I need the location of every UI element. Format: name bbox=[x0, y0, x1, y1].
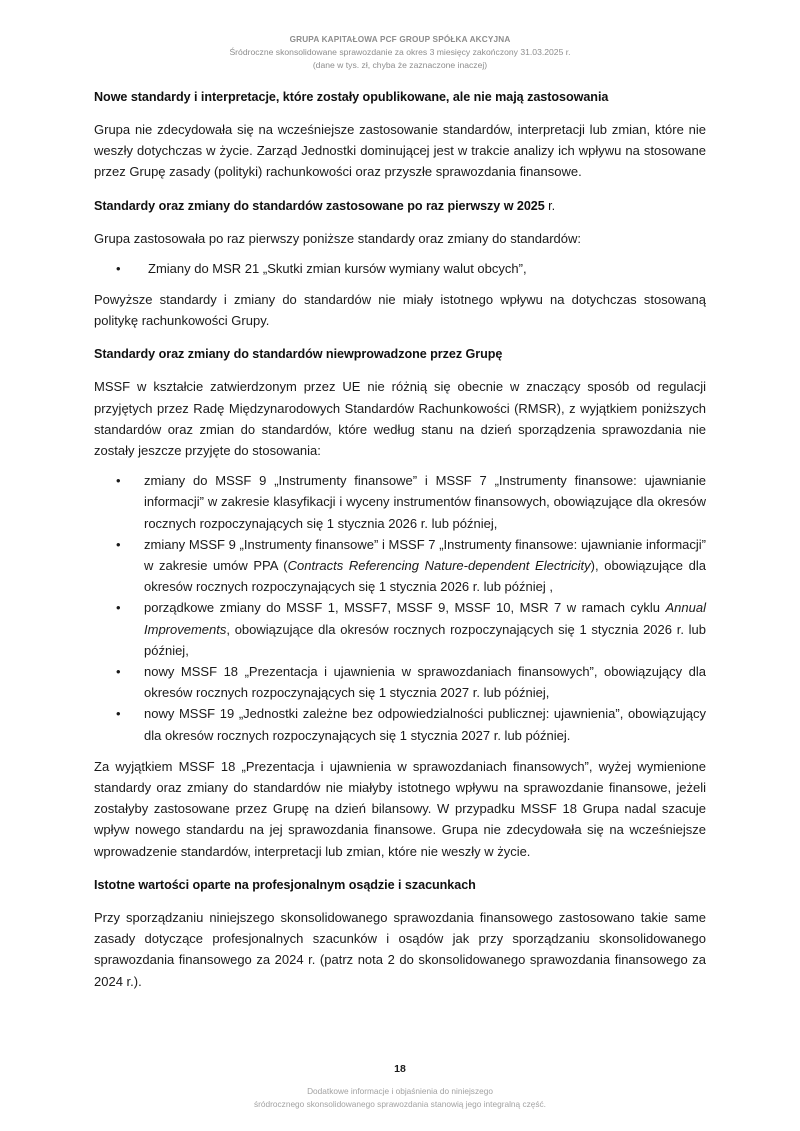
spacer bbox=[94, 215, 706, 228]
header-report-period: Śródroczne skonsolidowane sprawozdanie za okres 3 miesięcy zakończony 31.03.2025 r. bbox=[229, 47, 571, 57]
spacer bbox=[94, 461, 706, 470]
paragraph-standards-not-adopted-intro: MSSF w kształcie zatwierdzonym przez UE nie różnią się obecnie w znaczący sposób od regulacji przyjętych przez Radę Międzynarodowych Standardów Rachunkowości (RMSR), z wyjątkiem poniższych standardów oraz zmian do standardów, które według stanu na dzień sporządzenia sprawozdania nie zostały jeszcze przyjęte do stosowania: bbox=[94, 379, 706, 459]
paragraph-standards-not-adopted-closing: Za wyjątkiem MSSF 18 „Prezentacja i ujawnienia w sprawozdaniach finansowych”, wyżej wymienione standardy oraz zmiany do standardów nie miałyby istotnego wpływu na sprawozdanie finansowe, jeżeli zostałyby zastosowane przez Grupę na dzień bilansowy. W przypadku MSSF 18 Grupa nadal szacuje wpływ nowego standardu na jej sprawozdania finansowe. Grupa nie zdecydowała się na wcześniejsze wprowadzenie standardów, interpretacji lub zmian, które nie weszły w życie. bbox=[94, 758, 706, 859]
spacer bbox=[94, 746, 706, 756]
list-item-text-italic: Annual Improvements bbox=[144, 600, 706, 637]
heading-standards-not-adopted: Standardy oraz zmiany do standardów niewprowadzone przez Grupę bbox=[94, 347, 503, 362]
list-item-text: Zmiany do MSR 21 „Skutki zmian kursów wymiany walut obcych”, bbox=[148, 260, 527, 276]
list-item-text-italic: Contracts Referencing Nature-dependent Electricity bbox=[287, 558, 591, 574]
list-item bbox=[94, 534, 706, 598]
paragraph-standards-applied-closing: Powyższe standardy i zmiany do standardów nie miały istotnego wpływu na dotychczas stosowaną politykę rachunkowości Grupy. bbox=[94, 292, 706, 329]
heading-new-standards-published: Nowe standardy i interpretacje, które zostały opublikowane, ale nie mają zastosowania bbox=[94, 90, 609, 104]
spacer bbox=[94, 862, 706, 876]
paragraph-new-standards-published: Grupa nie zdecydowała się na wcześniejsze zastosowanie standardów, interpretacji lub zmian, które nie weszły dotychczas w życie. Zarząd Jednostki dominującej jest w trakcie analizy ich wpływu na stosowane przez Grupę zasady (polityki) rachunkowości oraz przyszłe sprawozdania finansowe. bbox=[94, 122, 706, 180]
spacer bbox=[94, 183, 706, 197]
spacer bbox=[94, 106, 706, 119]
list-standards-applied-2025 bbox=[94, 258, 706, 279]
list-item-text-after: ), obowiązujące dla okresów rocznych rozpoczynających się 1 stycznia 2026 r. lub później , bbox=[144, 558, 706, 595]
list-item-text-before: porządkowe zmiany do MSSF 1, MSSF7, MSSF 9, MSSF 10, MSR 7 w ramach cyklu bbox=[144, 600, 666, 616]
spacer bbox=[94, 249, 706, 258]
list-item-text-before: zmiany MSSF 9 „Instrumenty finansowe” i MSSF 7 „Instrumenty finansowe: ujawnianie informacji” w zakresie umów PPA ( bbox=[144, 536, 706, 574]
list-item-text-before: zmiany do MSSF 9 „Instrumenty finansowe” i MSSF 7 „Instrumenty finansowe: ujawnianie informacji” w zakresie klasyfikacji i wyceny instrumentów finansowych, obowiązujące dla okresów rocznych rozpoczynających się 1 stycznia 2026 r. lub później, bbox=[144, 473, 706, 531]
spacer bbox=[94, 363, 706, 376]
paragraph-standards-applied-intro: Grupa zastosowała po raz pierwszy poniższe standardy oraz zmiany do standardów: bbox=[94, 230, 582, 246]
list-item-text-before: nowy MSSF 18 „Prezentacja i ujawnienia w sprawozdaniach finansowych”, obowiązujący dla okresów rocznych rozpoczynających się 1 stycznia 2027 r. lub później, bbox=[144, 664, 706, 701]
list-item-text-after: , obowiązujące dla okresów rocznych rozpoczynających się 1 stycznia 2026 r. lub później, bbox=[144, 621, 706, 658]
heading-standards-applied-2025 bbox=[94, 197, 706, 215]
paragraph-significant-estimates: Przy sporządzaniu niniejszego skonsolidowanego sprawozdania finansowego zastosowano takie same zasady dotyczące profesjonalnych szacunków i osądów jak przy sporządzaniu skonsolidowanego sprawozdania finansowego za 2024 r. (patrz nota 2 do skonsolidowanego sprawozdania finansowego za 2024 r.). bbox=[94, 909, 706, 989]
list-item bbox=[94, 470, 706, 534]
heading-standards-applied-2025-bold: Standardy oraz zmiany do standardów zastosowane po raz pierwszy w 2025 bbox=[94, 198, 545, 213]
spacer bbox=[94, 331, 706, 345]
spacer bbox=[94, 894, 706, 907]
list-item bbox=[94, 597, 706, 661]
document-header bbox=[0, 34, 800, 72]
header-company-name: GRUPA KAPITAŁOWA PCF GROUP SPÓŁKA AKCYJNA bbox=[289, 35, 511, 44]
page-number: 18 bbox=[394, 1063, 406, 1075]
heading-significant-estimates: Istotne wartości oparte na profesjonalnym osądzie i szacunkach bbox=[94, 877, 476, 892]
list-item-text-before: nowy MSSF 19 „Jednostki zależne bez odpowiedzialności publicznej: ujawnienia”, obowiązujący dla okresów rocznych rozpoczynających się 1 stycznia 2027 r. lub później. bbox=[144, 706, 706, 743]
footer-note-line-2: śródrocznego skonsolidowanego sprawozdania stanowią jego integralną część. bbox=[254, 1098, 546, 1109]
header-units-note: (dane w tys. zł, chyba że zaznaczone inaczej) bbox=[312, 60, 488, 70]
document-body bbox=[94, 88, 706, 992]
footer-note-line-1: Dodatkowe informacje i objaśnienia do niniejszego bbox=[307, 1086, 493, 1096]
list-item bbox=[94, 661, 706, 703]
spacer bbox=[94, 279, 706, 289]
list-standards-not-adopted bbox=[94, 470, 706, 746]
list-item bbox=[94, 703, 706, 745]
document-footer bbox=[0, 1085, 800, 1110]
list-item bbox=[94, 258, 706, 279]
heading-standards-applied-2025-suffix: r. bbox=[544, 198, 556, 213]
